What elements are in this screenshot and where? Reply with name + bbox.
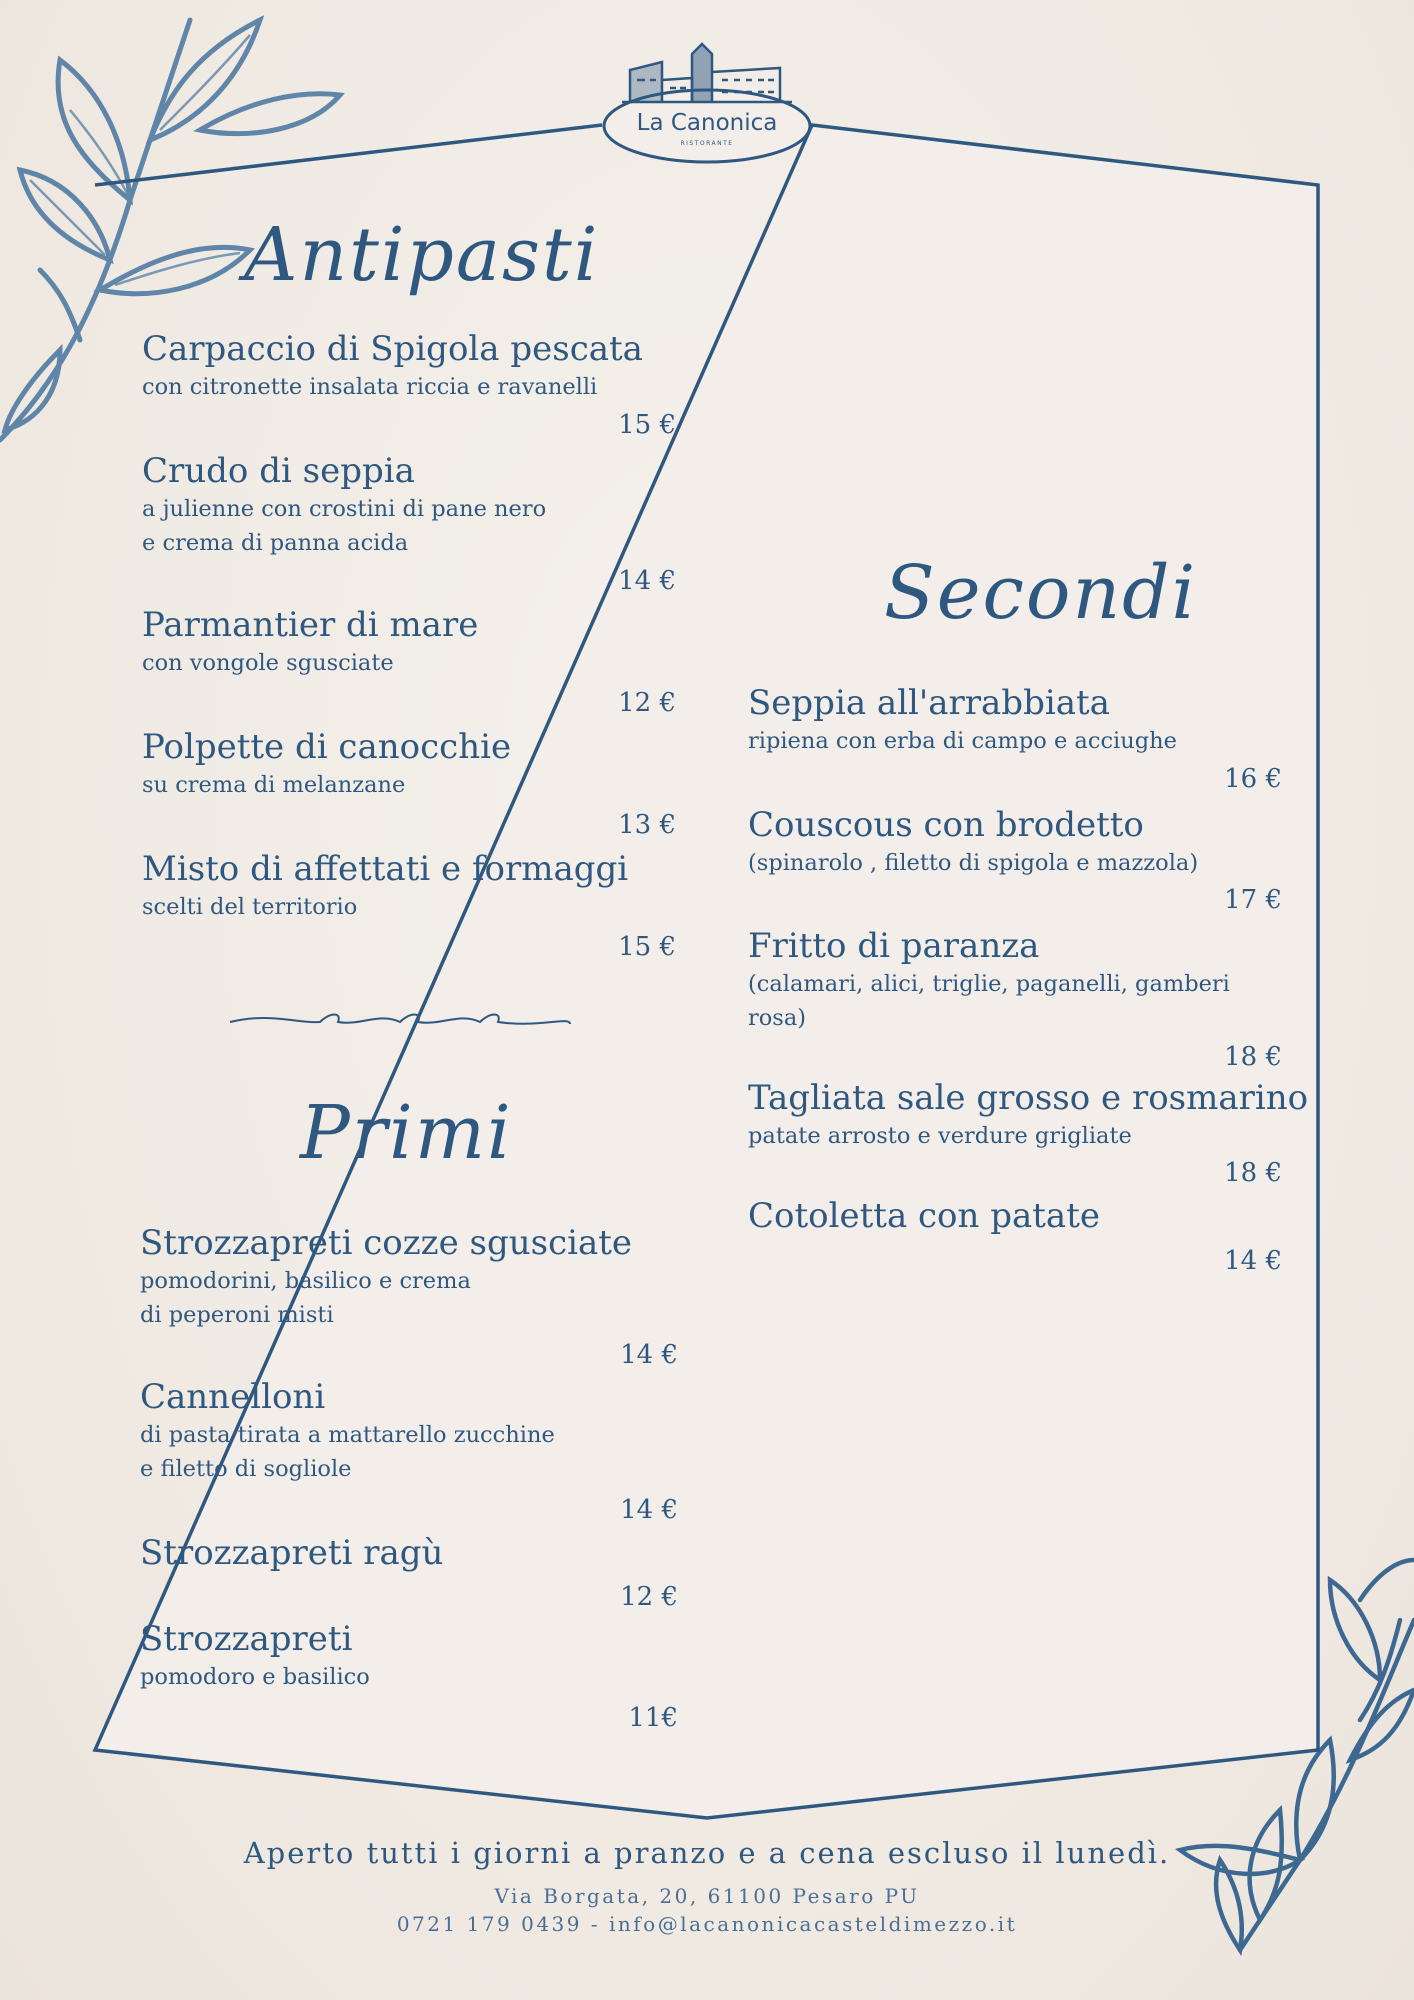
menu-item-name: Cannelloni <box>140 1377 326 1417</box>
menu-item-price: 14 € <box>620 1340 678 1370</box>
menu-item-price: 17 € <box>1224 885 1282 915</box>
menu-item-description: (spinarolo , filetto di spigola e mazzola) <box>748 850 1199 876</box>
menu-item-name: Fritto di paranza <box>748 926 1040 966</box>
menu-item <box>142 604 722 680</box>
menu-item <box>142 726 722 802</box>
menu-item <box>748 804 1328 880</box>
menu-item-price: 14 € <box>620 1495 678 1525</box>
menu-item-description: pomodoro e basilico <box>140 1664 370 1690</box>
logo-name: La Canonica <box>636 110 778 136</box>
menu-item-description: di pasta tirata a mattarello zucchine e filetto di sogliole <box>140 1422 555 1482</box>
menu-item-name: Polpette di canocchie <box>142 727 512 767</box>
menu-item-name: Couscous con brodetto <box>748 805 1144 845</box>
menu-item-price: 14 € <box>1224 1246 1282 1276</box>
menu-item-price: 12 € <box>620 1582 678 1612</box>
menu-item-name: Seppia all'arrabbiata <box>748 683 1110 723</box>
menu-item-description: ripiena con erba di campo e acciughe <box>748 728 1177 754</box>
menu-item-price: 15 € <box>618 410 676 440</box>
menu-item-price: 13 € <box>618 810 676 840</box>
menu-item-description: scelti del territorio <box>142 894 358 920</box>
menu-item-price: 15 € <box>618 932 676 962</box>
opening-hours: Aperto tutti i giorni a pranzo e a cena escluso il lunedì. <box>243 1836 1171 1870</box>
menu-item <box>140 1532 720 1574</box>
menu-item <box>748 925 1328 1035</box>
menu-item-description: con vongole sgusciate <box>142 650 394 676</box>
menu-item-description: su crema di melanzane <box>142 772 406 798</box>
section-title-primi: Primi <box>300 1090 513 1176</box>
menu-item <box>140 1222 720 1332</box>
logo-subtitle: RISTORANTE <box>680 140 734 147</box>
menu-item-name: Strozzapreti <box>140 1619 353 1659</box>
menu-item-name: Crudo di seppia <box>142 451 415 491</box>
menu-item <box>748 682 1328 758</box>
menu-item-price: 18 € <box>1224 1158 1282 1188</box>
menu-item-name: Carpaccio di Spigola pescata <box>142 329 643 369</box>
menu-item <box>140 1376 720 1486</box>
menu-item-price: 16 € <box>1224 764 1282 794</box>
menu-item-price: 11€ <box>628 1703 678 1733</box>
address: Via Borgata, 20, 61100 Pesaro PU <box>494 1884 920 1908</box>
menu-item-price: 12 € <box>618 688 676 718</box>
menu-item-name: Strozzapreti cozze sgusciate <box>140 1223 633 1263</box>
menu-item <box>142 848 722 924</box>
menu-item-price: 14 € <box>618 566 676 596</box>
menu-item-name: Parmantier di mare <box>142 605 479 645</box>
menu-item-name: Cotoletta con patate <box>748 1196 1100 1236</box>
menu-item-description: (calamari, alici, triglie, paganelli, gamberi rosa) <box>748 971 1230 1031</box>
menu-item <box>142 328 722 404</box>
menu-item-name: Tagliata sale grosso e rosmarino <box>748 1078 1309 1118</box>
contact-info: 0721 179 0439 - info@lacanonicacasteldimezzo.it <box>396 1912 1018 1936</box>
menu-item-name: Strozzapreti ragù <box>140 1533 444 1573</box>
menu-item-description: con citronette insalata riccia e ravanelli <box>142 374 598 400</box>
menu-item-description: patate arrosto e verdure grigliate <box>748 1123 1132 1149</box>
menu-item-description: pomodorini, basilico e crema di peperoni misti <box>140 1268 471 1328</box>
menu-item <box>140 1618 720 1694</box>
menu-item-name: Misto di affettati e formaggi <box>142 849 629 889</box>
menu-item <box>748 1195 1328 1237</box>
menu-item <box>748 1077 1328 1153</box>
menu-item <box>142 450 722 560</box>
menu-item-price: 18 € <box>1224 1042 1282 1072</box>
section-title-secondi: Secondi <box>884 550 1198 636</box>
section-title-antipasti: Antipasti <box>244 212 600 298</box>
menu-item-description: a julienne con crostini di pane nero e crema di panna acida <box>142 496 547 556</box>
